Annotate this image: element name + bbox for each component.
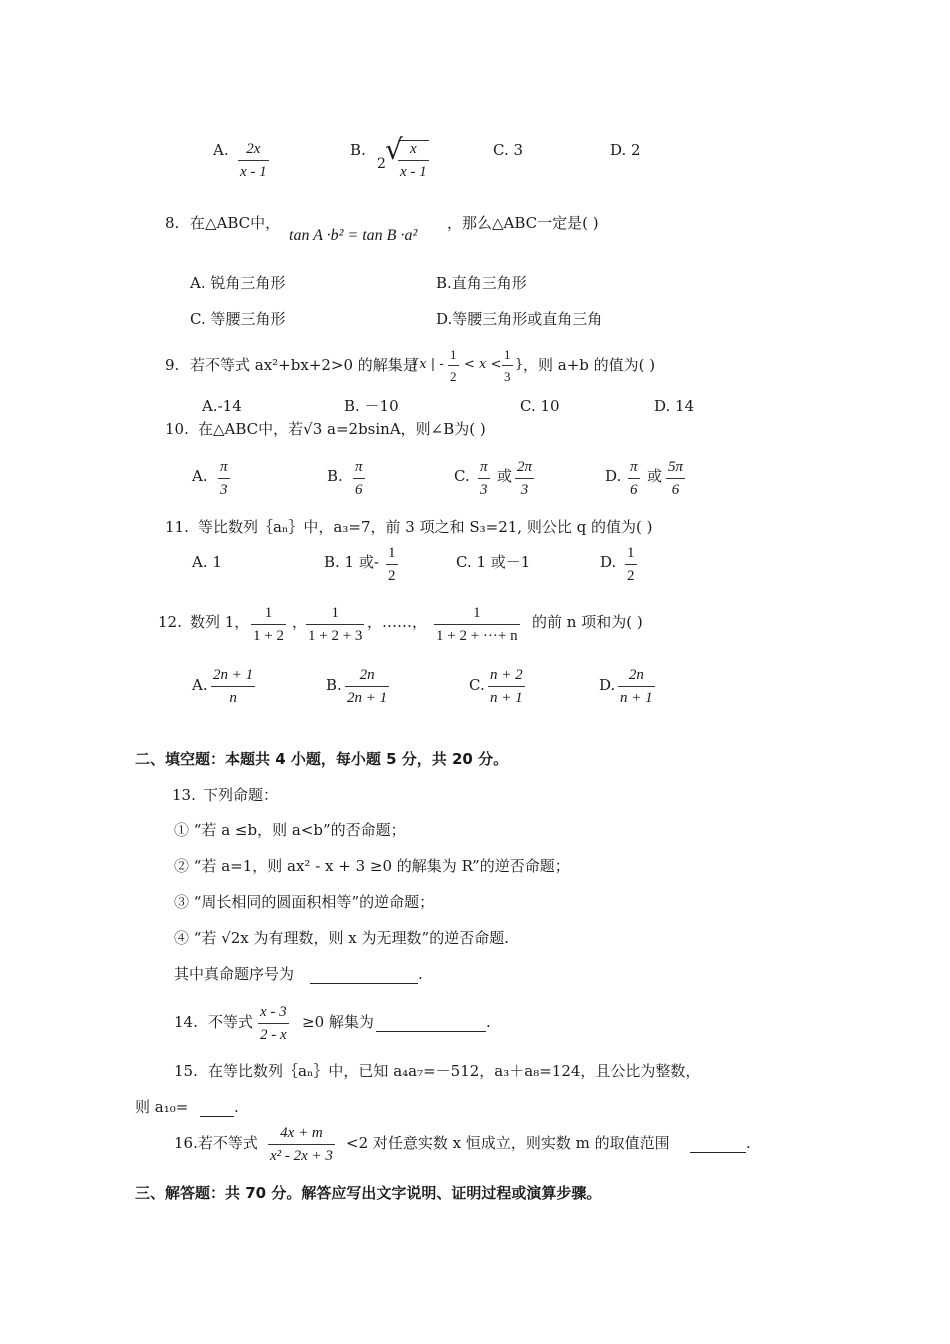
q13-item-3: ③ “周长相同的圆面积相等”的逆命题；: [174, 893, 435, 911]
q9-number: 9.: [165, 356, 180, 374]
q12-text-1: 数列 1，: [190, 613, 250, 631]
q11-option-a: A. 1: [192, 553, 222, 571]
q9-set-pre: {x | -: [411, 357, 444, 372]
q14-text-1: 不等式: [208, 1013, 254, 1031]
q12-text-2: 的前 n 项和为( ): [532, 613, 643, 631]
q9-option-c: C. 10: [520, 397, 560, 415]
q13-end: .: [418, 965, 423, 983]
q12-fraction-2: $\frac{1}{1 + 2 + 3}$: [308, 605, 363, 644]
q14-end: .: [486, 1013, 491, 1031]
q7-option-b-label: B.: [350, 141, 366, 159]
q7-option-b-coef: 2: [377, 156, 386, 172]
q14-answer-blank[interactable]: [376, 1015, 486, 1032]
section-3-title: 三、解答题：共 70 分。解答应写出文字说明、证明过程或演算步骤。: [135, 1184, 602, 1202]
q16-fraction: $\frac{4x + m}{\text{x² - 2x + 3}}$: [270, 1125, 333, 1164]
q15-answer-blank[interactable]: [200, 1100, 234, 1117]
q8-option-d: D.等腰三角形或直角三角: [436, 310, 603, 328]
q16-answer-blank[interactable]: [690, 1136, 746, 1153]
q10-option-d-fraction-1: $\frac{\pi}{6}$: [630, 459, 638, 498]
q8-text-1: 在△ABC中，: [190, 214, 281, 232]
q12-comma-1: ，: [292, 613, 308, 631]
q11-text: 等比数列｛aₙ｝中，a₃=7，前 3 项之和 S₃=21, 则公比 q 的值为( ): [198, 518, 653, 536]
q9-fraction-2: $\frac{1}{3}$: [504, 347, 511, 384]
q7-option-c: C. 3: [493, 141, 524, 159]
q13-item-2: ② “若 a=1，则 ax² - x + 3 ≥0 的解集为 R”的逆否命题；: [174, 857, 570, 875]
q8-option-a: A. 锐角三角形: [190, 274, 286, 292]
q10-option-d-label: D.: [605, 467, 622, 485]
q14-number: 14.: [174, 1013, 198, 1031]
q7-option-b-radical-icon: √: [385, 133, 403, 166]
q9-set-post: }: [515, 357, 524, 372]
q10-option-c-fraction-1: $\frac{\pi}{3}$: [480, 459, 488, 498]
q13-item-1: ① “若 a ≤b，则 a<b”的否命题；: [174, 821, 406, 839]
q7-option-a-label: A.: [213, 141, 229, 159]
q13-answer-label: 其中真命题序号为: [174, 965, 295, 983]
q15-number: 15.: [174, 1062, 198, 1080]
q10-option-a-fraction: $\frac{\pi}{3}$: [220, 459, 228, 498]
q11-option-d-fraction: $\frac{1}{2}$: [627, 545, 635, 584]
q8-formula: tan A ·b² = tan B ·a²: [289, 227, 418, 244]
q16-end: .: [746, 1134, 751, 1152]
q9-set-mid: < x <: [464, 357, 502, 372]
q9-option-a: A.-14: [202, 397, 242, 415]
q11-option-b-fraction: $\frac{1}{2}$: [388, 545, 396, 584]
q7-option-a-fraction: $\frac{2x}{x - 1}$: [240, 141, 267, 180]
q14-fraction: $\frac{x - 3}{2 - x}$: [260, 1004, 287, 1043]
q12-option-d-label: D.: [599, 676, 616, 694]
q11-option-d-label: D.: [600, 553, 617, 571]
q12-option-a-label: A.: [192, 676, 208, 694]
q15-end: .: [234, 1098, 239, 1116]
q9-fraction-1: $\frac{1}{2}$: [450, 347, 457, 384]
q11-option-c: C. 1 或－1: [456, 553, 531, 571]
q10-option-c-fraction-2: $\frac{2\pi}{3}$: [517, 459, 533, 498]
q11-option-b-label: B. 1 或-: [324, 553, 379, 571]
q10-option-c-label: C.: [454, 467, 470, 485]
section-2-title: 二、填空题：本题共 4 小题，每小题 5 分，共 20 分。: [135, 750, 509, 768]
q12-option-d-fraction: $\frac{2n}{n + 1}$: [620, 667, 653, 706]
q10-text: 在△ABC中，若√3 a=2bsinA，则∠B为( ): [198, 420, 486, 438]
q13-text: 下列命题：: [203, 786, 279, 804]
q12-option-c-fraction: $\frac{n + 2}{n + 1}$: [490, 667, 523, 706]
q13-item-4: ④ “若 √2x 为有理数，则 x 为无理数”的逆否命题.: [174, 929, 509, 947]
q10-option-d-or: 或: [647, 467, 663, 485]
q7-option-b-fraction: $\frac{x}{x - 1}$: [400, 141, 427, 180]
q7-option-d: D. 2: [610, 141, 641, 159]
q8-option-b: B.直角三角形: [436, 274, 527, 292]
q9-text-2: ，则 a+b 的值为( ): [523, 356, 656, 374]
q13-number: 13.: [172, 786, 196, 804]
q9-text-1: 若不等式 ax²+bx+2>0 的解集是: [190, 356, 418, 374]
q10-option-d-fraction-2: $\frac{5\pi}{6}$: [668, 459, 684, 498]
q10-option-b-label: B.: [327, 467, 343, 485]
q12-dots: ，……，: [367, 613, 428, 631]
q12-option-b-label: B.: [326, 676, 342, 694]
q8-number: 8.: [165, 214, 180, 232]
q12-option-c-label: C.: [469, 676, 485, 694]
q10-number: 10.: [165, 420, 189, 438]
q15-line-2: 则 a₁₀=: [135, 1098, 189, 1116]
q8-option-c: C. 等腰三角形: [190, 310, 286, 328]
q10-option-b-fraction: $\frac{\pi}{6}$: [355, 459, 363, 498]
q12-option-a-fraction: $\frac{2n + 1}{n}$: [213, 667, 254, 706]
q9-option-d: D. 14: [654, 397, 695, 415]
q14-text-2: ≥0 解集为: [302, 1013, 374, 1031]
q12-option-b-fraction: $\frac{2n}{2n + 1}$: [347, 667, 388, 706]
q15-text: 在等比数列｛aₙ｝中，已知 a₄a₇=－512，a₃＋a₈=124，且公比为整数，: [208, 1062, 701, 1080]
q16-text-1: 16.若不等式: [174, 1134, 258, 1152]
q9-option-b: B. －10: [344, 397, 399, 415]
q10-option-c-or: 或: [497, 467, 513, 485]
q16-text-2: <2 对任意实数 x 恒成立，则实数 m 的取值范围: [346, 1134, 670, 1152]
q13-answer-blank[interactable]: [310, 967, 418, 984]
q8-text-2: ，那么△ABC一定是( ): [447, 214, 599, 232]
q12-number: 12.: [158, 613, 182, 631]
q10-option-a-label: A.: [192, 467, 208, 485]
q12-fraction-1: $\frac{1}{1 + 2}$: [253, 605, 284, 644]
q12-fraction-3: $\frac{1}{1 + 2 + \cdot\cdot\cdot+ n}$: [436, 605, 518, 644]
q11-number: 11.: [165, 518, 189, 536]
